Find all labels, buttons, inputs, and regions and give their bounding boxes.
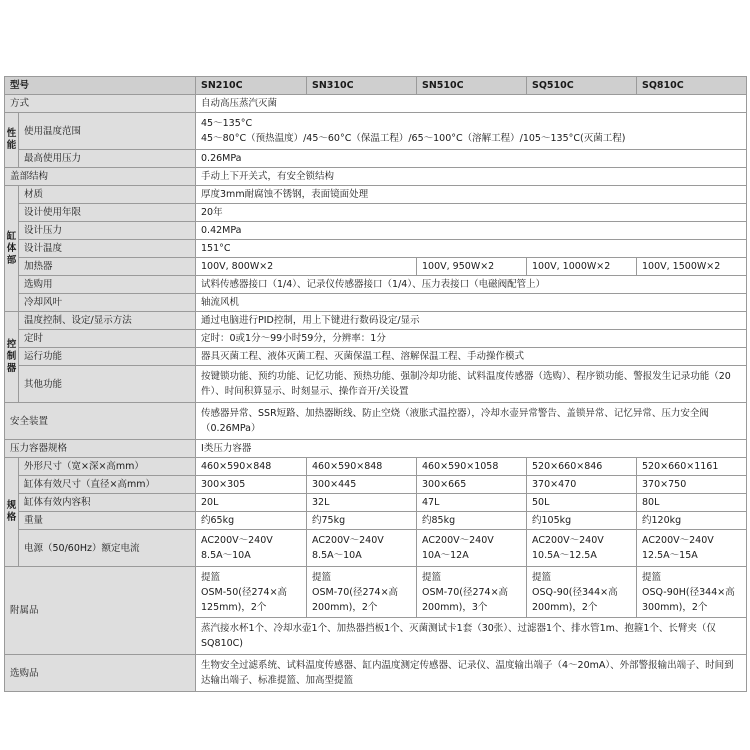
accessories-label: 附属品 <box>5 567 196 655</box>
outer-size-cell: 520×660×846 <box>527 458 637 476</box>
options-label: 选购用 <box>19 276 196 294</box>
weight-cell: 约65kg <box>196 512 307 530</box>
basket-cell: 提篮 OSM-50(径274×高 125mm)，2个 <box>196 567 307 618</box>
fan-label: 冷却风叶 <box>19 294 196 312</box>
volume-cell: 47L <box>417 494 527 512</box>
model-sn210c: SN210C <box>196 77 307 95</box>
options-value: 试料传感器接口（1/4）、记录仪传感器接口（1/4）、压力表接口（电磁阀配管上） <box>196 276 747 294</box>
heater-label: 加热器 <box>19 258 196 276</box>
volume-label: 缸体有效内容积 <box>19 494 196 512</box>
optional-label: 选购品 <box>5 655 196 692</box>
weight-cell: 约75kg <box>307 512 417 530</box>
power-cell: AC200V～240V 10.5A～12.5A <box>527 530 637 567</box>
temp-control-label: 温度控制、设定/显示方法 <box>19 312 196 330</box>
accessories-common: 蒸汽接水杯1个、冷却水壶1个、加热器挡板1个、灭菌测试卡1套（30张）、过滤器1个、排水管1m、抱箍1个、长臂夹（仅SQ810C) <box>196 618 747 655</box>
material-row <box>5 186 747 204</box>
volume-cell: 20L <box>196 494 307 512</box>
design-temp-label: 设计温度 <box>19 240 196 258</box>
weight-cell: 约85kg <box>417 512 527 530</box>
run-func-value: 器具灭菌工程、液体灭菌工程、灭菌保温工程、溶解保温工程、手动操作模式 <box>196 348 747 366</box>
options-row <box>5 276 747 294</box>
lid-label: 盖部结构 <box>5 168 196 186</box>
heater-sn510c: 100V, 950W×2 <box>417 258 527 276</box>
inner-size-cell: 370×750 <box>637 476 747 494</box>
basket-row <box>5 567 747 618</box>
basket-cell: 提篮 OSQ-90(径344×高 200mm)，2个 <box>527 567 637 618</box>
model-sn510c: SN510C <box>417 77 527 95</box>
material-value: 厚度3mm耐腐蚀不锈钢，表面镜面处理 <box>196 186 747 204</box>
method-value: 自动高压蒸汽灭菌 <box>196 95 747 113</box>
weight-row <box>5 512 747 530</box>
outer-size-row <box>5 458 747 476</box>
heater-row <box>5 258 747 276</box>
optional-row <box>5 655 747 692</box>
design-temp-row <box>5 240 747 258</box>
heater-sq510c: 100V, 1000W×2 <box>527 258 637 276</box>
inner-size-cell: 300×445 <box>307 476 417 494</box>
inner-size-label: 缸体有效尺寸（直径×高mm） <box>19 476 196 494</box>
basket-cell: 提篮 OSM-70(径274×高 200mm)，2个 <box>307 567 417 618</box>
weight-label: 重量 <box>19 512 196 530</box>
other-func-value: 按键锁功能、预约功能、记忆功能、预热功能、强制冷却功能、试料温度传感器（选购）、程序锁功能、警报发生记录功能（20件）、时间积算显示、时刻显示、操作音开/关设置 <box>196 366 747 403</box>
temp-control-value: 通过电脑进行PID控制，用上下键进行数码设定/显示 <box>196 312 747 330</box>
max-pressure-value: 0.26MPa <box>196 150 747 168</box>
fan-value: 轴流风机 <box>196 294 747 312</box>
temp-control-row <box>5 312 747 330</box>
design-life-row <box>5 204 747 222</box>
power-cell: AC200V～240V 10A～12A <box>417 530 527 567</box>
group-control: 控 制 器 <box>5 312 19 403</box>
power-cell: AC200V～240V 8.5A～10A <box>307 530 417 567</box>
weight-cell: 约105kg <box>527 512 637 530</box>
design-pressure-label: 设计压力 <box>19 222 196 240</box>
temp-range-label: 使用温度范围 <box>19 113 196 150</box>
safety-row <box>5 403 747 440</box>
header-row <box>5 77 747 95</box>
outer-size-cell: 460×590×848 <box>307 458 417 476</box>
lid-value: 手动上下开关式，有安全锁结构 <box>196 168 747 186</box>
outer-size-label: 外形尺寸（宽×深×高mm） <box>19 458 196 476</box>
inner-size-row <box>5 476 747 494</box>
outer-size-cell: 460×590×848 <box>196 458 307 476</box>
design-life-label: 设计使用年限 <box>19 204 196 222</box>
optional-value: 生物安全过滤系统、试料温度传感器、缸内温度测定传感器、记录仪、温度输出端子（4～20mA）、外部警报输出端子、时间到达输出端子、标准提篮、加高型提篮 <box>196 655 747 692</box>
outer-size-cell: 520×660×1161 <box>637 458 747 476</box>
group-chamber: 缸 体 部 <box>5 186 19 312</box>
timer-row <box>5 330 747 348</box>
power-label: 电源（50/60Hz）额定电流 <box>19 530 196 567</box>
group-spec: 规 格 <box>5 458 19 567</box>
volume-cell: 80L <box>637 494 747 512</box>
spec-table <box>4 76 747 692</box>
inner-size-cell: 300×665 <box>417 476 527 494</box>
model-sq810c: SQ810C <box>637 77 747 95</box>
other-func-label: 其他功能 <box>19 366 196 403</box>
model-sq510c: SQ510C <box>527 77 637 95</box>
vessel-value: Ⅰ类压力容器 <box>196 440 747 458</box>
weight-cell: 约120kg <box>637 512 747 530</box>
vessel-row <box>5 440 747 458</box>
inner-size-cell: 370×470 <box>527 476 637 494</box>
safety-value: 传感器异常、SSR短路、加热器断线、防止空烧（液胀式温控器），冷却水壶异常警告、盖锁异常、记忆异常、压力安全阀（0.26MPa） <box>196 403 747 440</box>
design-life-value: 20年 <box>196 204 747 222</box>
basket-cell: 提篮 OSQ-90H(径344×高 300mm)，2个 <box>637 567 747 618</box>
method-row <box>5 95 747 113</box>
volume-row <box>5 494 747 512</box>
timer-value: 定时：0或1分～99小时59分，分辨率：1分 <box>196 330 747 348</box>
power-row <box>5 530 747 567</box>
power-cell: AC200V～240V 8.5A～10A <box>196 530 307 567</box>
model-label: 型号 <box>5 77 196 95</box>
volume-cell: 32L <box>307 494 417 512</box>
design-pressure-row <box>5 222 747 240</box>
max-pressure-row <box>5 150 747 168</box>
model-sn310c: SN310C <box>307 77 417 95</box>
basket-cell: 提篮 OSM-70(径274×高 200mm)，3个 <box>417 567 527 618</box>
heater-sn210-sn310: 100V, 800W×2 <box>196 258 417 276</box>
safety-label: 安全装置 <box>5 403 196 440</box>
design-temp-value: 151°C <box>196 240 747 258</box>
method-label: 方式 <box>5 95 196 113</box>
other-func-row <box>5 366 747 403</box>
group-performance: 性 能 <box>5 113 19 168</box>
run-func-row <box>5 348 747 366</box>
inner-size-cell: 300×305 <box>196 476 307 494</box>
design-pressure-value: 0.42MPa <box>196 222 747 240</box>
volume-cell: 50L <box>527 494 637 512</box>
heater-sq810c: 100V, 1500W×2 <box>637 258 747 276</box>
run-func-label: 运行功能 <box>19 348 196 366</box>
outer-size-cell: 460×590×1058 <box>417 458 527 476</box>
temp-range-row <box>5 113 747 150</box>
fan-row <box>5 294 747 312</box>
lid-row <box>5 168 747 186</box>
power-cell: AC200V～240V 12.5A～15A <box>637 530 747 567</box>
material-label: 材质 <box>19 186 196 204</box>
temp-range-value: 45～135°C 45～80°C（预热温度）/45～60°C（保温工程）/65～100°C（溶解工程）/105～135°C(灭菌工程) <box>196 113 747 150</box>
max-pressure-label: 最高使用压力 <box>19 150 196 168</box>
timer-label: 定时 <box>19 330 196 348</box>
vessel-label: 压力容器规格 <box>5 440 196 458</box>
